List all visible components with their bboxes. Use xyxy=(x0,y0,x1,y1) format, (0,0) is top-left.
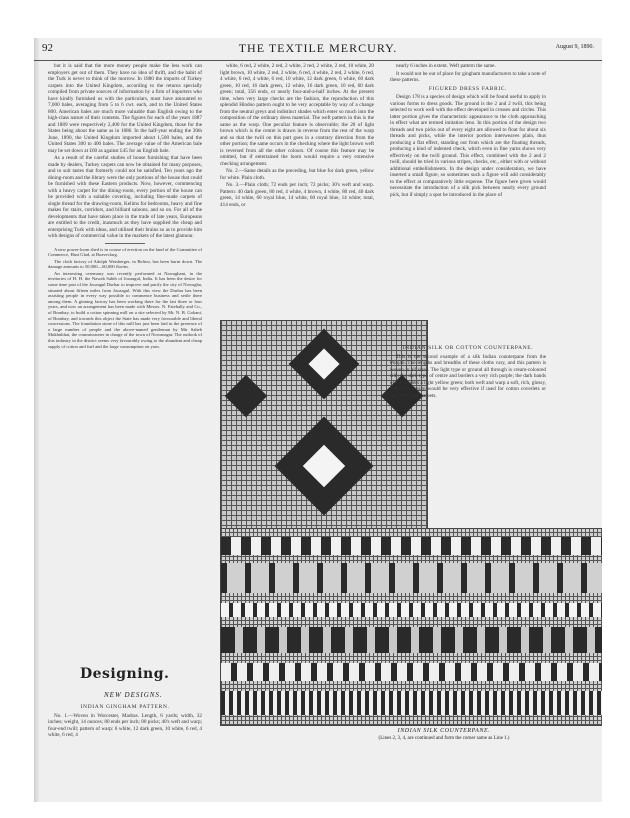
counterpane-caption-text: This is the second example of a silk Indian counterpane from the Punjab. The lengths and breadths of these cloths vary, and this pattern is woven in all sizes. The light type or ground all through is cream-coloured silk; the dark type of centre and borders a very rich purple; the dark bands of the borders a light yellow green; both weft and warp a soft, rich, glossy, silk. This design would be very effective if used for cotton coverlets or rugs and chair carpets. xyxy=(390,353,546,399)
col1-note-1: A new power-loom shed is in course of erection on the land of the Committee of Commerce, Hust Glad, at Boaveclarg. xyxy=(48,246,202,258)
separator-rule xyxy=(105,243,145,244)
issue-date: August 9, 1890. xyxy=(555,44,594,50)
design-band-1 xyxy=(221,537,602,555)
design-band-5 xyxy=(221,663,602,681)
counterpane-caption-title: INDIAN SILK OR COTTON COUNTERPANE. xyxy=(402,345,534,351)
section-title-designing: Designing. xyxy=(80,666,170,682)
gingham-pattern-text: No. 1.—Woven in Worcester, Madras. Length, 6 yards; width, 32 inches; weight, 14 ounces; 80 ends per inch; 80 picks; 40's weft and warp; four-end twill; pattern of warp: 6 white, 12 dark green, 10 white, 6 red, 4 white, 6 red, 4 xyxy=(48,712,202,738)
col2-paragraph-1: white, 6 red, 2 white, 2 red, 2 white, 2 red, 2 white, 2 red, 10 white, 20 light brown, 10 white, 2 red, 2 white, 6 red, 4 white, 2 red, 2 white, 6 red, 4 white, 6 red, 4 white, 6 red, 10 white, 12 dark green, 6 white, 60 dark green, 10 red, 16 dark green, 12 white, 16 dark green, 10 red, 60 dark green; total, 356 ends, or nearly four-and-a-half inches. At the present time, when very large checks are the fashion, the reproduction of this splendid Hindoo pattern ought to be very acceptable by way of a change from the neutral greys and indistinct shades which enter so much into the composition of the ordinary dress material. The weft pattern in this is the same as the warp. One peculiar feature is observable; the 20 of light brown which is the centre is drawn in reverse from the rest of the warp and so that the twill on this part goes in a contrary direction from the other portion; the same occurs in the checking where the light brown weft is reversed from all the other colours. Of course this feature may be omitted, but if entertained the loom would require a very extensive checking arrangement. xyxy=(220,63,374,167)
column-1 xyxy=(48,63,202,350)
col2-paragraph-2: No. 2.—Same details as the preceding, but blue for dark green, yellow for white. Plain cloth. xyxy=(220,168,374,181)
col1-note-3: An interesting ceremony was recently performed at Nawaghani, in the territories of H. H. the Nawab Sahib of Jooaagul, India. It has been the desire for some time past of the Jooaagul Durbar to improve and purify the city of Nowagha, situated about fifteen miles from Jooaagul. With this view the Durbar has been assisting people in every way possible to commence business and settle there among them. A ginning factory has been working there for the last three or four years, and now an arrangement has been made with Messrs. N. Fatehally and Co., of Bombay, to build a cotton spinning mill on a site selected by Mr. N. B. Gokani, of Bombay, and towards this object the State has made very favourable and liberal concessions. The foundation stone of this mill has just been laid in the presence of a large number of people and the above-named gentleman by Mir Saheb Mukhubhai, the commissioner in charge of the town of Nowanagar. The outlook of this industry in the district seems very favourably owing to the abundant and cheap supply of cotton and fuel and the large consumption on yarn. xyxy=(48,270,202,349)
counterpane-design-grid-lower xyxy=(220,528,602,726)
design-motif-side-left xyxy=(225,375,267,417)
counterpane-caption-block xyxy=(390,343,546,400)
col1-note-2: The cloth factory of Adolph Weisberger, in Beltou, has been burnt down. The damage amounts to 50,000—60,000 florins. xyxy=(48,258,202,270)
col1-paragraph-2: As a result of the careful studies of house furnishing that have been made by dealers, Turkey carpets can now be obtained for many purposes, and to suit tastes that formerly could not be satisfied. Ten years ago the dining-room and the library were the only portions of the house that could be furnished with these Eastern products. Now, however, commencing with a heavy carpet for the dining-room, every portion of the house can be provided with a suitable covering, including fine-made carpets of single thread for the drawing-room, Kelims for bedrooms, heavy and fine makes for stairs, corridors, and billiard saloons, and so on. For all of the developments that have taken place in the trade of late years, Europeans are entitled to the credit, inasmuch as they have supplied the cheap and enterprising Turk with ideas, and utilised their brains so as to provide him with designs of commercial value in the markets of the latest glamour. xyxy=(48,155,202,239)
design-band-2 xyxy=(221,563,602,593)
gingham-pattern-title: INDIAN GINGHAM PATTERN. xyxy=(80,704,170,710)
newspaper-page xyxy=(34,38,602,802)
column-3 xyxy=(390,63,546,199)
publication-title: THE TEXTILE MERCURY. xyxy=(238,41,398,55)
column-2 xyxy=(220,63,374,209)
col3-paragraph-2: It would not be out of place for gingham manufacturers to take a note of these patterns. xyxy=(390,70,546,83)
design-band-6 xyxy=(221,691,602,715)
silk-counterpane-caption: INDIAN SILK COUNTERPANE. xyxy=(397,728,491,734)
design-band-4 xyxy=(221,627,602,653)
figured-dress-fabric-heading: FIGURED DRESS FABRIC. xyxy=(428,85,508,92)
scan-edge-shadow xyxy=(34,38,40,802)
page-header xyxy=(34,38,602,61)
page-number: 92 xyxy=(42,42,53,54)
col1-paragraph-1: but it is said that the more money people make the less work can employers get out of them. They have no idea of thrift, and the habit of the Turk is never to think of the morrow. In 1880 the imports of Turkey carpets into the United Kingdom, according to the returns specially compiled from private sources of information by a firm of importers who have kindly furnished us with the particulars, must have amounted to 7,000 bales, averaging from 5 to 6 cwt. each, and to the United States 800. American bales are much more valuable than English owing to the high-class nature of their contents. The figures for each of the years 1887 and 1889 were respectively 2,400 for the United Kingdom, those for the States being about the same as in 1886. In the half-year ending the 30th June, 1890, the United Kingdom imported about 1,500 bales, and the United States 300 to 400 bales. The average value of the American bale may be set down at £60 as against £45 for an English bale. xyxy=(48,63,202,154)
col3-paragraph-1: nearly 6 inches in extent. Weft pattern the same. xyxy=(396,63,496,69)
col2-paragraph-3: No. 3.—Plain cloth; 72 ends per inch; 72 picks; 30's weft and warp. Pattern: 40 dark green, 80 red, 4 white, 4 brown, 4 white, 80 red, 40 dark green, 14 white, 60 royal blue, 14 white, 60 royal blue, 14 white; total, 414 ends, or xyxy=(220,182,374,208)
gingham-pattern-block xyxy=(48,702,202,740)
silk-counterpane-note: (Lines 2, 3, 4, are continued and form the corner same as Line 1.) xyxy=(378,736,510,741)
new-designs-heading: NEW DESIGNS. xyxy=(104,691,163,699)
col3-paragraph-3: Design 178 is a species of design which will be found useful to apply in various forms to dress goods. The ground is the 2 and 2 twill, this being selected to work well with the effect developed in crosses and circles. This latter portion gives the characteristic appearance to the cloth approaching in effect what are termed imitation leno. In this portion of the design two threads and two picks out of every eight are allowed to float for about six threads and picks, while the interior portion interweaves plain, thus producing a flat effect, standing out from which are the floating threads, producing a kind of indented check, which even in fine yarns shows very effectively on the twill ground. This effect, combined with the 2 and 2 twill, should be tried in various stripes, checks, etc., either with or without additional embellishments. In the design under consideration, we have inserted a small figure, so sometimes such a figure will add considerably to the effect at comparatively little expense. The figure here given would necessitate the introduction of a silk pick between nearly every ground pick, but if simply a spot be introduced in the place of xyxy=(390,94,546,198)
design-band-3 xyxy=(221,603,602,617)
